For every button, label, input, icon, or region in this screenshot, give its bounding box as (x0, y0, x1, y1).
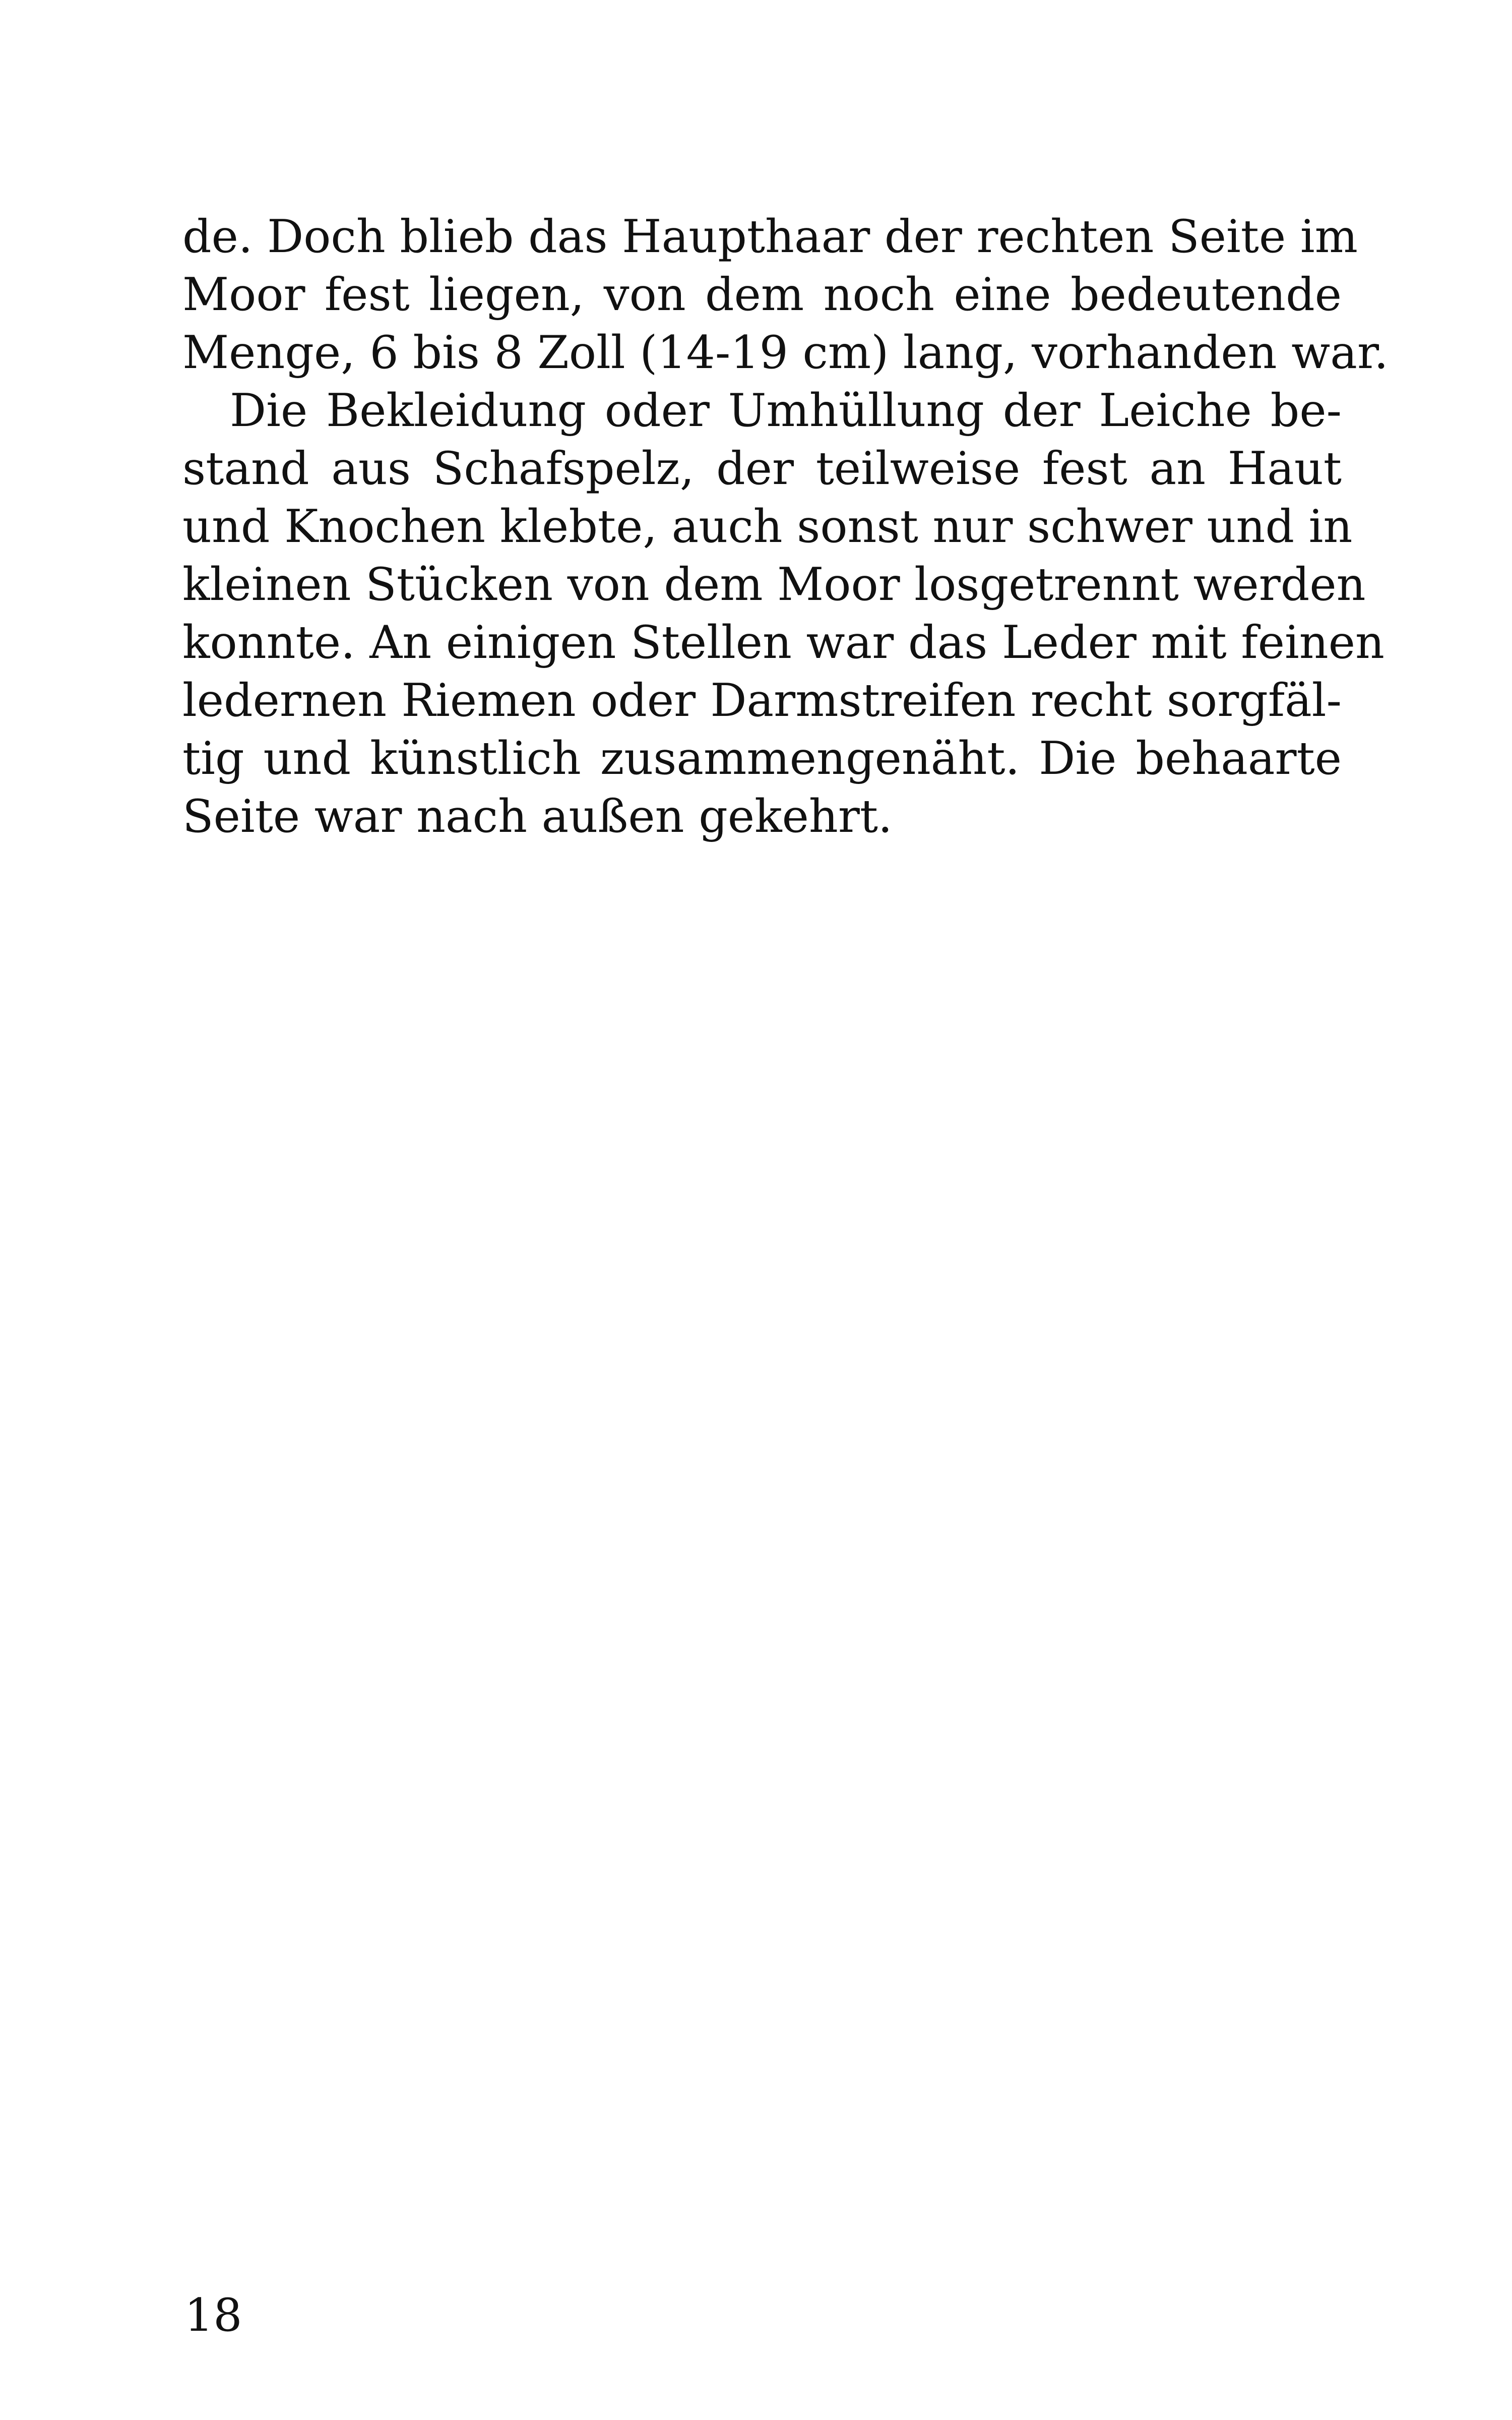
text-line: kleinen Stücken von dem Moor losgetrennt werden (182, 558, 1366, 611)
paragraph-end-line: Menge, 6 bis 8 Zoll (14-19 cm) lang, vorhanden war. (182, 326, 1389, 379)
text-line: und Knochen klebte, auch sonst nur schwer und in (182, 500, 1353, 553)
paragraph-start-line: Die Bekleidung oder Umhüllung der Leiche be- (230, 384, 1342, 437)
body-text (182, 208, 1389, 845)
text-line: de. Doch blieb das Haupthaar der rechten Seite im (182, 210, 1358, 263)
paragraph-end-line: Seite war nach außen gekehrt. (182, 790, 893, 843)
text-line: konnte. An einigen Stellen war das Leder mit feinen (182, 616, 1384, 669)
text-line: stand aus Schafspelz, der teilweise fest an Haut (182, 442, 1342, 495)
text-line: ledernen Riemen oder Darmstreifen recht sorgfäl- (182, 674, 1342, 727)
page-number: 18 (184, 2289, 242, 2342)
text-line: tig und künstlich zusammengenäht. Die behaarte (182, 732, 1342, 785)
text-line: Moor fest liegen, von dem noch eine bedeutende (182, 268, 1342, 321)
